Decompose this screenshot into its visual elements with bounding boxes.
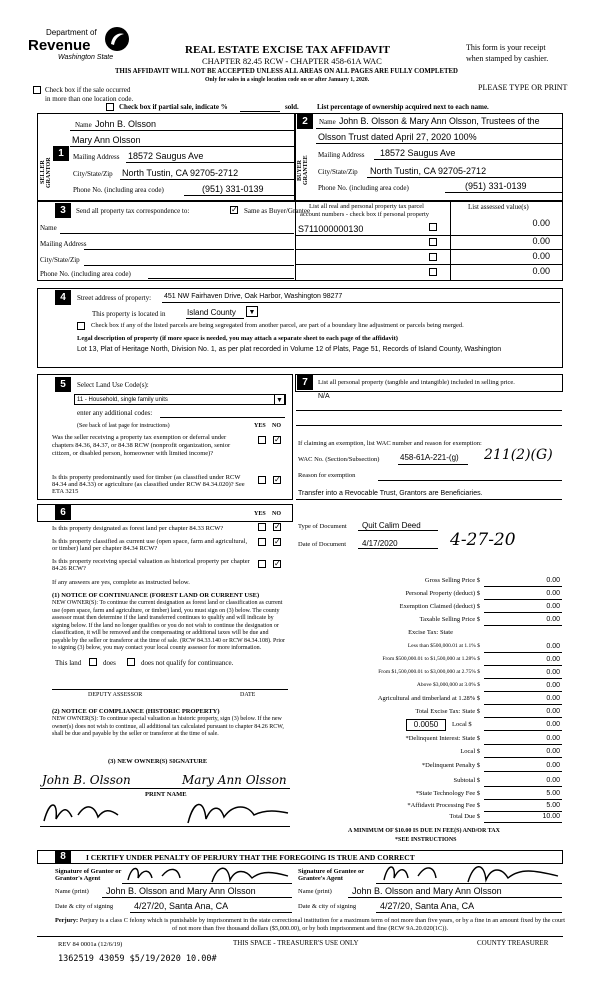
tax-label: From $500,000.01 to $1,500,000 at 1.28% $ — [382, 656, 480, 662]
sec6-no: NO — [272, 511, 281, 517]
date-label: DATE — [240, 692, 256, 698]
buyer-name2[interactable]: Olsson Trust dated April 27, 2020 100% — [318, 132, 477, 142]
doc-date-value[interactable]: 4/17/2020 — [362, 539, 398, 548]
doc-date-handwritten[interactable]: 4-27-20 — [450, 530, 516, 550]
sec3-phone-label: Phone No. (including area code) — [40, 270, 131, 278]
parcel-list-header1: List all real and personal property tax parcel — [309, 203, 424, 210]
seller-city[interactable]: North Tustin, CA 92705-2712 — [122, 168, 239, 178]
section-2-number: 2 — [297, 114, 313, 129]
sec6-q2-no[interactable]: ✓ — [274, 537, 281, 547]
land-use-label: Select Land Use Code(s): — [77, 381, 149, 389]
seller-side-label: SELLER GRANTOR — [40, 157, 52, 188]
located-label: This property is located in — [92, 310, 166, 318]
reason-label: Reason for exemption — [298, 472, 356, 479]
multi-location-label1: Check box if the sale occurred — [45, 86, 131, 94]
section-4-number: 4 — [55, 290, 71, 305]
tax-label: Less than $500,000.01 at 1.1% $ — [407, 643, 480, 649]
grantor-date-label: Date & city of signing — [55, 903, 114, 910]
doc-date-label: Date of Document — [298, 541, 347, 548]
tax-label: *Affidavit Processing Fee $ — [407, 802, 480, 809]
new-owner-sig-title: (3) NEW OWNER(S) SIGNATURE — [108, 758, 208, 765]
same-as-buyer-label: Same as Buyer/Grantee — [244, 207, 311, 215]
sec5-no: NO — [272, 423, 281, 429]
form-revision: REV 84 0001a (12/6/19) — [58, 941, 123, 948]
buyer-city[interactable]: North Tustin, CA 92705-2712 — [370, 166, 487, 176]
grantor-signature-icon[interactable] — [122, 862, 292, 884]
tax-label: Taxable Selling Price $ — [419, 616, 480, 623]
new-owner-sig2[interactable]: Mary Ann Olsson — [182, 773, 287, 787]
minimum-note: A MINIMUM OF $10.00 IS DUE IN FEE(S) AND/OR TAX — [348, 828, 500, 834]
county-select[interactable]: Island County — [187, 308, 236, 317]
notice1-body: NEW OWNER(S): To continue the current designation as forest land or classification as current use (open space, farm and agriculture, or timber) land, you must sign on (3) below. The county assessor must then determine if the land transferred continues to qualify and will indicate by signing below. If the land no longer qualifies or you do not wish to continue the designation or classification, it will be removed and the compensating or additional taxes will be due and payable by the seller or transferor at the time of sale. (RCW 84.33.140 or RCW 84.34.108). Prior to signing (3) below, you may contact your local county assessor for more information. — [52, 600, 286, 651]
land-use-value: 11 - Household, single family units — [77, 397, 168, 403]
seller-name2[interactable]: Mary Ann Olsson — [72, 135, 141, 145]
assessed-value[interactable]: 0.00 — [532, 218, 550, 228]
additional-codes-label: enter any additional codes: — [77, 409, 153, 417]
county-treasurer: COUNTY TREASURER — [477, 939, 549, 947]
personal-property-check[interactable] — [429, 223, 437, 231]
form-warning: THIS AFFIDAVIT WILL NOT BE ACCEPTED UNLESS ALL AREAS ON ALL PAGES ARE FULLY COMPLETED — [115, 68, 458, 75]
tax-label: Above $3,000,000 at 3.0% $ — [416, 682, 480, 688]
buyer-side-label: BUYER GRANTEE — [297, 155, 309, 186]
certify-text: I CERTIFY UNDER PENALTY OF PERJURY THAT THE FOREGOING IS TRUE AND CORRECT — [86, 853, 415, 862]
parcel-list-header2: account numbers - check box if personal property — [300, 211, 430, 218]
personal-property-value[interactable]: N/A — [318, 393, 330, 400]
street-address[interactable]: 451 NW Fairhaven Drive, Oak Harbor, Washington 98277 — [164, 293, 343, 300]
perjury-note — [55, 917, 565, 933]
sec5-q1: Was the seller receiving a property tax exemption or deferral under chapters 84.36, 84.37, or 84.38 RCW (nonprofit organization, senior citizen, or disabled person, homeowner with limited income)? — [52, 434, 231, 457]
not-qualify-label: does not qualify for continuance. — [141, 659, 234, 667]
grantor-name-label: Name (print) — [55, 888, 89, 895]
legal-desc[interactable]: Lot 13, Plat of Heritage North, Division No. 1, as per plat recorded in Volume 12 of Plats, Page 51, Records of Island County, Washington — [77, 346, 502, 353]
tax-label: From $1,500,000.01 to $3,000,000 at 2.75% $ — [378, 669, 480, 675]
notice2-body: NEW OWNER(S): To continue special valuation as historic property, sign (3) below. If the new owner(s) does not wish to continue, all additional tax calculated pursuant to chapter 84.26 RCW, shall be due and payable by the seller or transferor at the time of sale. — [52, 716, 284, 737]
assessed-value[interactable]: 0.00 — [532, 251, 550, 261]
county-dropdown-icon[interactable]: ▼ — [246, 306, 258, 317]
tax-label: *Delinquent Penalty $ — [421, 762, 480, 769]
grantee-sig-label: Signature of Grantee or Grantee's Agent — [298, 868, 365, 882]
section-6-number: 6 — [55, 505, 71, 520]
send-correspondence-label: Send all property tax correspondence to: — [76, 207, 190, 215]
receipt-line1: This form is your receipt — [466, 43, 546, 52]
land-use-dropdown-icon[interactable]: ▼ — [274, 394, 285, 405]
land-use-select[interactable] — [74, 394, 286, 405]
tax-value[interactable]: 10.00 — [542, 813, 560, 820]
seller-city-label: City/State/Zip — [73, 170, 113, 178]
sec6-q3-no[interactable]: ✓ — [274, 559, 281, 569]
wac-label: WAC No. (Section/Subsection) — [298, 456, 380, 463]
tax-value[interactable]: 5.00 — [546, 802, 560, 809]
personal-property-check[interactable] — [429, 238, 437, 246]
buyer-addr-label: Mailing Address — [318, 151, 365, 159]
form-title: REAL ESTATE EXCISE TAX AFFIDAVIT — [185, 44, 390, 56]
sec5-q1-yes[interactable] — [258, 436, 266, 444]
receipt-line2: when stamped by cashier. — [466, 54, 549, 63]
new-owner-sig1[interactable]: John B. Olsson — [42, 773, 131, 787]
personal-property-label: List all personal property (tangible and intangible) included in selling price. — [318, 379, 515, 386]
grantor-sig-label: Signature of Grantor or Grantor's Agent — [55, 868, 122, 882]
dept-line1: Department of — [46, 28, 97, 37]
local-label: Local $ — [452, 721, 472, 728]
tax-label: *Delinquent Interest: State $ — [405, 735, 480, 742]
tax-label: Excise Tax: State — [408, 629, 453, 636]
tax-label: Exemption Claimed (deduct) $ — [399, 603, 480, 610]
buyer-name-label: Name — [319, 118, 336, 126]
tax-label: Total Due $ — [449, 813, 480, 820]
wac-handwritten[interactable]: 211(2)(G) — [484, 447, 553, 463]
treasurer-space: THIS SPACE - TREASURER'S USE ONLY — [233, 939, 359, 947]
section-8-number: 8 — [55, 850, 71, 864]
does-label: does — [103, 659, 116, 667]
owner-signature-icon[interactable] — [38, 795, 293, 827]
wac-value[interactable]: 458-61A-221-(g) — [400, 453, 459, 462]
ownership-note: List percentage of ownership acquired next to each name. — [317, 103, 489, 111]
local-rate[interactable]: 0.0050 — [406, 719, 446, 731]
section-7-number: 7 — [297, 375, 313, 390]
perjury-text: Perjury is a class C felony which is punishable by imprisonment in the state correctional institution for a maximum term of not more than five years, or by a fine in an amount fixed by the court of not more than five thousand dollars ($5,000.00), or by both imprisonment and fine (RCW 9A.20.020(1C)). — [79, 917, 565, 932]
sec6-q1: Is this property designated as forest land per chapter 84.33 RCW? — [52, 525, 224, 532]
seller-addr-label: Mailing Address — [73, 153, 120, 161]
legal-desc-label: Legal description of property (if more space is needed, you may attach a separate sheet to each page of the affidavit) — [77, 335, 398, 342]
reason-value[interactable]: Transfer into a Revocable Trust, Grantors are Beneficiaries. — [298, 490, 483, 497]
section-5-number: 5 — [55, 377, 71, 392]
please-type: PLEASE TYPE OR PRINT — [478, 83, 568, 92]
partial-sale-label: Check box if partial sale, indicate % — [119, 103, 228, 111]
print-name-label: PRINT NAME — [145, 791, 187, 798]
section-1-number: 1 — [53, 146, 69, 161]
sec3-name-label: Name — [40, 224, 57, 232]
claim-exemption-label: If claiming an exemption, list WAC number and reason for exemption: — [298, 440, 482, 447]
tax-label: *State Technology Fee $ — [415, 790, 480, 797]
perjury-title: Perjury: — [55, 917, 79, 924]
doc-type-label: Type of Document — [298, 523, 347, 530]
sold-label: sold. — [285, 103, 299, 111]
tax-label: Local $ — [460, 748, 480, 755]
tax-label: Gross Selling Price $ — [424, 577, 480, 584]
same-as-buyer-check[interactable]: ✓ — [231, 205, 238, 215]
tax-value[interactable]: 0.00 — [546, 748, 560, 755]
sec3-city-label: City/State/Zip — [40, 256, 80, 264]
assessed-value-header: List assessed value(s) — [468, 203, 529, 211]
see-instructions: (See back of last page for instructions) — [77, 423, 170, 429]
tax-value[interactable]: 0.00 — [546, 695, 560, 702]
parcel-account[interactable]: S711000000130 — [298, 224, 364, 234]
seller-phone[interactable]: (951) 331-0139 — [202, 184, 264, 194]
grantee-name-label: Name (print) — [298, 888, 332, 895]
see-instructions-note: *SEE INSTRUCTIONS — [395, 837, 457, 843]
personal-property-check[interactable] — [429, 268, 437, 276]
tax-value[interactable]: 5.00 — [546, 790, 560, 797]
seller-phone-label: Phone No. (including area code) — [73, 186, 164, 194]
segregate-label: Check box if any of the listed parcels are being segregated from another parcel, are part of a boundary line adjustment or parcels being merged. — [91, 322, 464, 329]
notice2-title: (2) NOTICE OF COMPLIANCE (HISTORIC PROPERTY) — [52, 708, 220, 715]
multi-location-check[interactable] — [33, 86, 41, 94]
deputy-assessor-label: DEPUTY ASSESSOR — [88, 692, 143, 698]
seller-name-label: Name — [75, 121, 92, 129]
revenue-logo-icon — [104, 26, 130, 52]
street-label: Street address of property: — [77, 294, 152, 302]
grantee-date[interactable]: 4/27/20, Santa Ana, CA — [380, 901, 475, 911]
buyer-phone-label: Phone No. (including area code) — [318, 184, 409, 192]
seller-addr[interactable]: 18572 Saugus Ave — [128, 151, 204, 161]
sec6-yes: YES — [254, 511, 266, 517]
dept-line2: Revenue — [28, 37, 91, 54]
sec5-yes: YES — [254, 423, 266, 429]
sec5-q2-yes[interactable] — [258, 476, 266, 484]
assessed-value[interactable]: 0.00 — [532, 266, 550, 276]
form-chapter: CHAPTER 82.45 RCW - CHAPTER 458-61A WAC — [202, 56, 382, 66]
sec5-q2: Is this property predominantly used for timber (as classified under RCW 84.34 and 84.33) or agriculture (as classified under RCW 84.34.020)? See ETA 3215 — [52, 474, 245, 495]
tax-value[interactable]: 0.00 — [546, 603, 560, 610]
sec6-q3-yes[interactable] — [258, 560, 266, 568]
tax-value[interactable]: 0.00 — [546, 656, 560, 663]
if-yes-note: If any answers are yes, complete as instructed below. — [52, 579, 190, 586]
tax-label: Agricultural and timberland at 1.28% $ — [377, 695, 480, 702]
tax-value[interactable]: 0.00 — [546, 777, 560, 784]
tax-value[interactable]: 0.00 — [546, 762, 560, 769]
grantee-date-label: Date & city of signing — [298, 903, 357, 910]
tax-value[interactable]: 0.00 — [546, 590, 560, 597]
buyer-name1[interactable]: John B. Olsson & Mary Ann Olsson, Trustees of the — [339, 116, 540, 126]
does-check[interactable] — [89, 658, 97, 666]
segregate-check[interactable] — [77, 322, 85, 330]
receipt-stamp: 1362519 43059 $5/19/2020 10.00# — [58, 954, 217, 964]
multi-location-label2: in more than one location code. — [45, 95, 134, 103]
sec5-q1-no[interactable]: ✓ — [274, 435, 281, 445]
tax-label: Total Excise Tax: State $ — [415, 708, 480, 715]
sec6-q1-no[interactable]: ✓ — [274, 522, 281, 532]
sec3-addr-label: Mailing Address — [40, 240, 87, 248]
tax-label: Subtotal $ — [453, 777, 480, 784]
assessed-value[interactable]: 0.00 — [532, 236, 550, 246]
tax-value[interactable]: 0.00 — [546, 735, 560, 742]
tax-value[interactable]: 0.00 — [546, 669, 560, 676]
sec6-q1-yes[interactable] — [258, 523, 266, 531]
tax-value[interactable]: 0.00 — [546, 616, 560, 623]
sec6-q2-yes[interactable] — [258, 538, 266, 546]
local-value[interactable]: 0.00 — [546, 721, 560, 728]
this-land-label: This land — [55, 659, 82, 667]
dept-state: Washington State — [58, 54, 114, 61]
tax-label: Personal Property (deduct) $ — [405, 590, 480, 597]
not-qualify-check[interactable] — [127, 658, 135, 666]
doc-type-value[interactable]: Quit Calim Deed — [362, 521, 421, 530]
grantor-name[interactable]: John B. Olsson and Mary Ann Olsson — [106, 886, 256, 896]
section-3-number: 3 — [55, 203, 71, 218]
tax-value[interactable]: 0.00 — [546, 577, 560, 584]
personal-property-check[interactable] — [429, 253, 437, 261]
dept-logo — [28, 20, 138, 68]
partial-sale-check[interactable] — [106, 103, 114, 111]
sec5-q2-no[interactable]: ✓ — [274, 475, 281, 485]
tax-value[interactable]: 0.00 — [546, 643, 560, 650]
only-for: Only for sales in a single location code on or after January 1, 2020. — [205, 77, 370, 83]
seller-name1[interactable]: John B. Olsson — [95, 119, 157, 129]
tax-value[interactable]: 0.00 — [546, 682, 560, 689]
grantee-name[interactable]: John B. Olsson and Mary Ann Olsson — [352, 886, 502, 896]
tax-value[interactable]: 0.00 — [546, 708, 560, 715]
sec6-q3: Is this property receiving special valuation as historical property per chapter 84.26 RCW? — [52, 558, 250, 572]
grantor-date[interactable]: 4/27/20, Santa Ana, CA — [134, 901, 229, 911]
buyer-addr[interactable]: 18572 Saugus Ave — [380, 148, 456, 158]
grantee-signature-icon[interactable] — [378, 860, 563, 884]
buyer-phone[interactable]: (951) 331-0139 — [465, 181, 527, 191]
buyer-city-label: City/State/Zip — [318, 168, 358, 176]
notice1-title: (1) NOTICE OF CONTINUANCE (FOREST LAND OR CURRENT USE) — [52, 592, 260, 599]
sec6-q2: Is this property classified as current use (open space, farm and agricultural, or timber) land per chapter 84.34 RCW? — [52, 538, 248, 552]
